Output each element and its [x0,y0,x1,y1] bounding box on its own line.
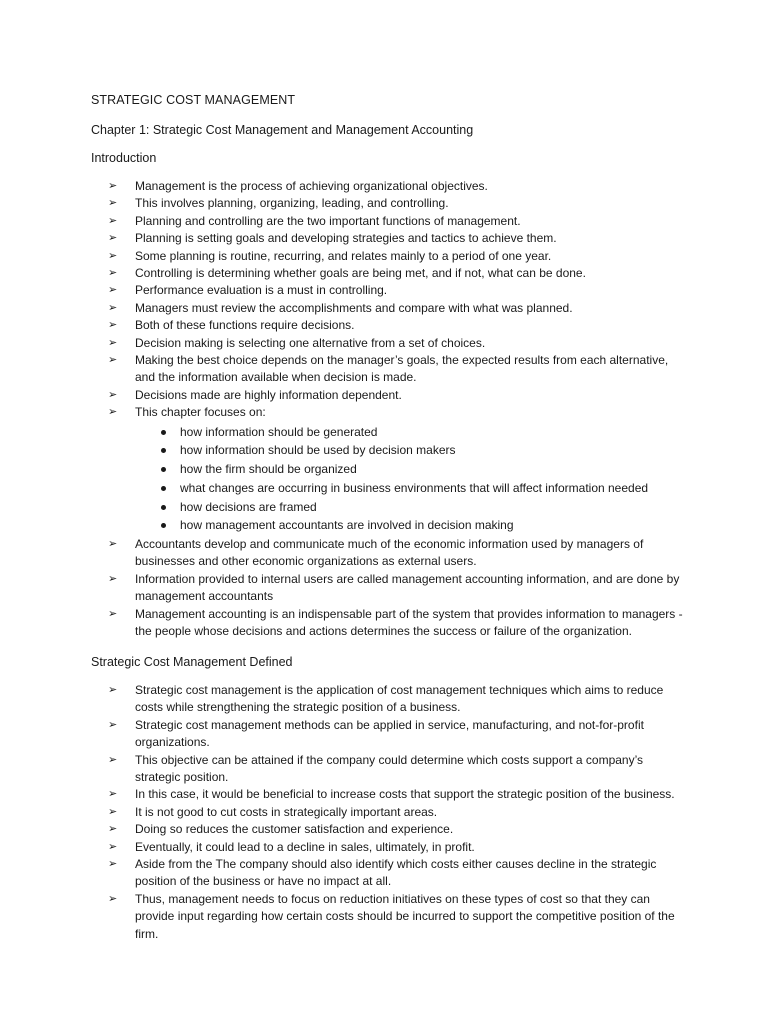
round-bullet-icon [161,430,166,435]
arrowhead-bullet-icon: ➢ [108,753,118,766]
scm-list [108,682,688,943]
list-item: ➢ Some planning is routine, recurring, and relates mainly to a period of one year. [108,248,688,265]
list-item: ➢ Performance evaluation is a must in controlling. [108,282,688,299]
list-item: ➢ Doing so reduces the customer satisfaction and experience. [108,821,688,838]
arrowhead-bullet-icon: ➢ [108,354,118,367]
arrowhead-bullet-icon: ➢ [108,823,118,836]
arrowhead-bullet-icon: ➢ [108,840,118,853]
list-item: ➢ Both of these functions require decisions. [108,317,688,334]
round-bullet-icon [161,523,166,528]
list-item: ➢ Eventually, it could lead to a decline in sales, ultimately, in profit. [108,839,688,856]
arrowhead-bullet-icon: ➢ [108,406,118,419]
list-item: ➢ Accountants develop and communicate much of the economic information used by managers of businesses and other economic organizations as external users. [108,536,644,569]
arrowhead-bullet-icon: ➢ [108,284,118,297]
introduction-list [108,178,688,640]
arrowhead-bullet-icon: ➢ [108,197,118,210]
arrowhead-bullet-icon: ➢ [108,301,118,314]
round-bullet-icon [161,467,166,472]
list-item: ➢ In this case, it would be beneficial to increase costs that support the strategic position of the business. [108,786,688,803]
arrowhead-bullet-icon: ➢ [108,214,118,227]
round-bullet-icon [161,448,166,453]
arrowhead-bullet-icon: ➢ [108,607,118,620]
arrowhead-bullet-icon: ➢ [108,180,118,192]
sublist-item: what changes are occurring in business environments that will affect information needed [135,479,688,498]
arrowhead-bullet-icon: ➢ [108,892,118,905]
sublist-item: how management accountants are involved in decision making [135,516,688,535]
arrowhead-bullet-icon: ➢ [108,388,118,401]
list-item: ➢ Controlling is determining whether goals are being met, and if not, what can be done. [108,265,688,282]
arrowhead-bullet-icon: ➢ [108,805,118,818]
round-bullet-icon [161,505,166,510]
list-item: ➢ Managers must review the accomplishments and compare with what was planned. [108,300,688,317]
list-item: ➢ Thus, management needs to focus on reduction initiatives on these types of cost so that they can provide input regarding how certain costs should be incurred to support the competitive position of the firm. [108,891,675,941]
arrowhead-bullet-icon: ➢ [108,788,118,801]
arrowhead-bullet-icon: ➢ [108,232,118,245]
list-item: ➢ Management accounting is an indispensable part of the system that provides information to managers - the people whose decisions and actions determines the success or failure of the organization. [108,606,683,638]
list-item: ➢ This chapter focuses on: how information should be generated how information should be used by decision makers how the firm should be organized what changes are occurring in business environments that will affect information needed how decisions are framed how management accountants are involved in decision making [108,404,688,535]
sublist-item: how information should be used by decision makers [135,441,688,460]
document-title: STRATEGIC COST MANAGEMENT [91,93,296,107]
list-item: ➢ Making the best choice depends on the manager’s goals, the expected results from each alternative, and the information available when decision is made. [108,353,669,385]
list-item: ➢ This objective can be attained if the company could determine which costs support a company’s strategic position. [108,752,644,785]
list-item: ➢ Decision making is selecting one alternative from a set of choices. [108,335,688,352]
arrowhead-bullet-icon: ➢ [108,858,118,871]
arrowhead-bullet-icon: ➢ [108,336,118,349]
arrowhead-bullet-icon: ➢ [108,319,118,332]
list-item: ➢ Strategic cost management methods can be applied in service, manufacturing, and not-for-profit organizations. [108,717,644,750]
introduction-heading: Introduction [91,151,157,165]
arrowhead-bullet-icon: ➢ [108,267,118,280]
sublist-item: how information should be generated [135,423,688,442]
list-item: ➢ Information provided to internal users are called management accounting information, and are done by management accountants [108,571,680,604]
list-item: ➢ Aside from the The company should also identify which costs either causes decline in the strategic position of the business or have no impact at all. [108,857,657,889]
list-item: ➢ Planning is setting goals and developing strategies and tactics to achieve them. [108,230,688,247]
list-item: ➢ This involves planning, organizing, leading, and controlling. [108,195,688,212]
arrowhead-bullet-icon: ➢ [108,249,118,262]
focus-sublist [135,423,688,535]
list-item: ➢ Strategic cost management is the application of cost management techniques which aims to reduce costs while strengthening the strategic position of a business. [108,683,664,715]
arrowhead-bullet-icon: ➢ [108,572,118,585]
list-item: ➢ It is not good to cut costs in strategically important areas. [108,804,688,821]
round-bullet-icon [161,486,166,491]
list-item: ➢ Management is the process of achieving organizational objectives. [108,178,688,195]
arrowhead-bullet-icon: ➢ [108,684,118,696]
sublist-item: how the firm should be organized [135,460,688,479]
section-heading: Strategic Cost Management Defined [91,655,293,669]
arrowhead-bullet-icon: ➢ [108,718,118,731]
arrowhead-bullet-icon: ➢ [108,537,118,550]
sublist-item: how decisions are framed [135,498,688,517]
chapter-title: Chapter 1: Strategic Cost Management and Management Accounting [91,123,474,137]
list-item: ➢ Planning and controlling are the two important functions of management. [108,213,688,230]
list-item: ➢ Decisions made are highly information dependent. [108,387,688,404]
